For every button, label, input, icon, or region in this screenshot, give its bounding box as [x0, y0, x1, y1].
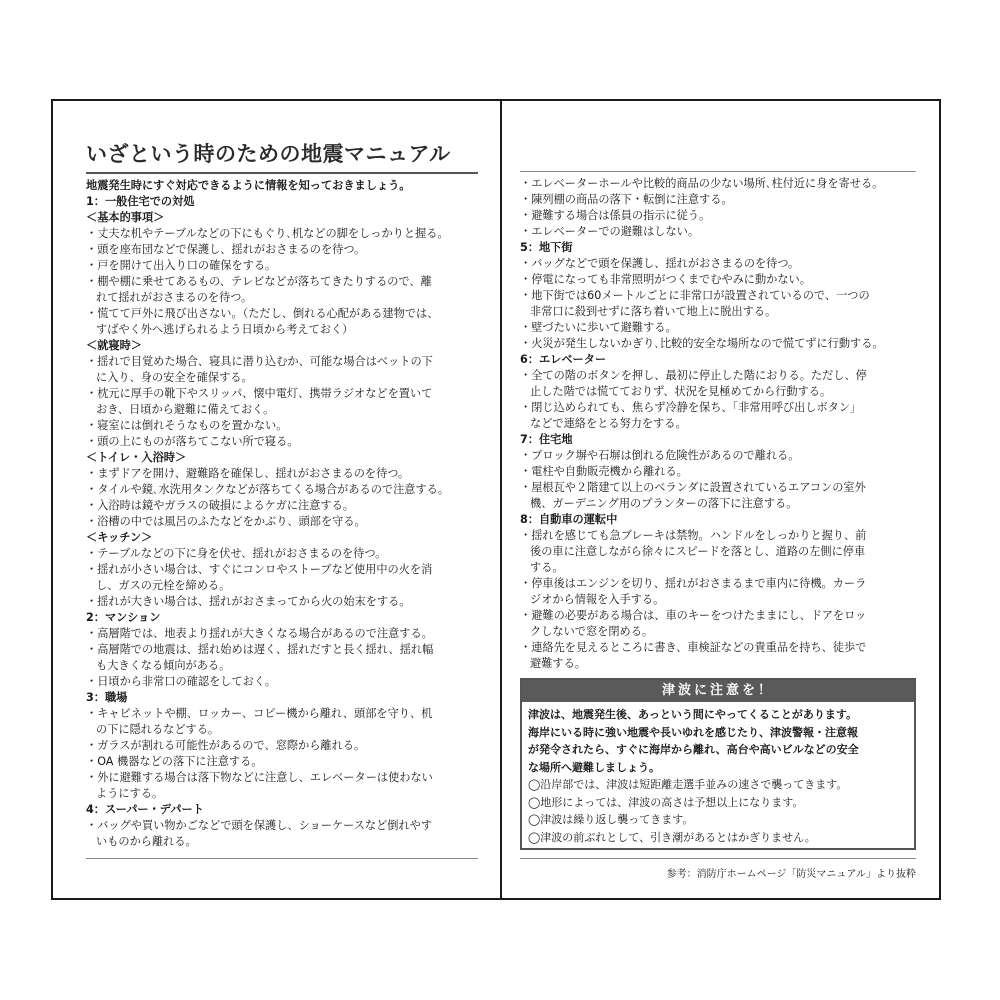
bullet-continuation: すばやく外へ逃げられるよう日頃から考えておく） — [96, 323, 354, 336]
bullet-item: ・頭の上にものが落ちてこない所で寝る。 — [86, 435, 299, 448]
bullet-item: ・ガラスが割れる可能性があるので、窓際から離れる。 — [86, 739, 366, 752]
right-page — [520, 176, 916, 880]
bullet-continuation: も大きくなる傾向がある。 — [96, 659, 231, 672]
page-divider — [500, 99, 502, 900]
tsunami-warning-body — [522, 702, 914, 848]
bullet-item: ・枕元に厚手の靴下やスリッパ、懐中電灯、携帯ラジオなどを置いて — [86, 387, 433, 400]
bullet-item: ・高層階では、地表より揺れが大きくなる場合があるので注意する。 — [86, 627, 433, 640]
bullet-continuation: し、ガスの元栓を締める。 — [96, 579, 231, 592]
bullet-item: ・日頃から非常口の確認をしておく。 — [86, 675, 276, 688]
bullet-item: ・浴槽の中では風呂のふたなどをかぶり、頭部を守る。 — [86, 515, 366, 528]
bullet-item: ・OA 機器などの落下に注意する。 — [86, 755, 263, 768]
bullet-item: ・外に避難する場合は落下物などに注意し、エレベーターは使わない — [86, 771, 433, 784]
bullet-continuation: ジオから情報を入手する。 — [530, 593, 665, 606]
left-text-block — [86, 178, 478, 850]
bullet-item: ・戸を開けて出入り口の確保をする。 — [86, 259, 277, 272]
bullet-continuation: 機、ガーデニング用のプランターの落下に注意する。 — [530, 497, 798, 510]
bullet-continuation: に入り、身の安全を確保する。 — [96, 371, 253, 384]
tsunami-warning-heading: 津波に注意を！ — [522, 680, 914, 702]
bullet-continuation: 非常口に殺到せずに落ち着いて地上に脱出する。 — [530, 305, 777, 318]
bullet-item: ・寝室には倒れそうなものを置かない。 — [86, 419, 288, 432]
subsection-heading: ＜キッチン＞ — [86, 531, 153, 544]
bullet-item: ・ブロック塀や石塀は倒れる危険性があるので離れる。 — [520, 449, 800, 462]
bullet-continuation: 止した階では慌てておりず、状況を見極めてから行動する。 — [530, 385, 832, 398]
bullet-item: ・キャビネットや棚、ロッカー、コピー機から離れ、頭部を守り、机 — [86, 707, 433, 720]
bullet-item: ・慌てて戸外に飛び出さない。（ただし、倒れる心配がある建物では、 — [86, 307, 439, 320]
bullet-item: ・エレベーターでの避難はしない。 — [520, 225, 700, 238]
reference-note: 参考：消防庁ホームページ「防災マニュアル」より抜粋 — [666, 869, 916, 880]
bullet-continuation: する。 — [530, 561, 564, 574]
bullet-continuation: 後の車に注意しながら徐々にスピードを落とし、道路の左側に停車 — [530, 545, 866, 558]
subsection-heading: ＜トイレ・入浴時＞ — [86, 451, 187, 464]
tsunami-warning-box — [520, 678, 916, 850]
right-text-block — [520, 176, 916, 672]
section-heading: 5：地下街 — [520, 241, 573, 254]
intro-text: 地震発生時にすぐ対応できるように情報を知っておきましょう。 — [86, 179, 411, 192]
bullet-item: ・屋根瓦や２階建て以上のベランダに設置されているエアコンの室外 — [520, 481, 866, 494]
section-heading: 8：自動車の運転中 — [520, 513, 618, 526]
bullet-item: ・停電になっても非常照明がつくまでむやみに動かない。 — [520, 273, 811, 286]
bullet-item: ・閉じ込められても、焦らず冷静を保ち、「非常用呼び出しボタン」 — [520, 401, 862, 414]
bullet-continuation: クしないで窓を閉める。 — [530, 625, 654, 638]
section-heading: 1：一般住宅での対処 — [86, 195, 195, 208]
bullet-continuation: れて揺れがおさまるのを待つ。 — [96, 291, 253, 304]
tsunami-text-line: が発令されたら、すぐに海岸から離れ、高台や高いビルなどの安全 — [528, 743, 859, 756]
bullet-item: ・全ての階のボタンを押し、最初に停止した階におりる。ただし、停 — [520, 369, 867, 382]
right-top-rule — [520, 171, 916, 172]
bullet-item: ・まずドアを開け、避難路を確保し、揺れがおさまるのを待つ。 — [86, 467, 410, 480]
bullet-continuation: などで連絡をとる努力をする。 — [530, 417, 687, 430]
bullet-item: ・火災が発生しないかぎり､比較的安全な場所なので慌てずに行動する。 — [520, 337, 884, 350]
bullet-item: ・タイルや鏡､水洗用タンクなどが落ちてくる場合があるので注意する。 — [86, 483, 450, 496]
tsunami-text-line: 津波は、地震発生後、あっという間にやってくることがあります。 — [528, 708, 858, 721]
bullet-item: ・避難の必要がある場合は、車のキーをつけたままにし、ドアをロッ — [520, 609, 867, 622]
bullet-item: ・頭を座布団などで保護し、揺れがおさまるのを待つ。 — [86, 243, 366, 256]
bullet-item: ・停車後はエンジンを切り、揺れがおさまるまで車内に待機。カーラ — [520, 577, 867, 590]
bullet-item: ・入浴時は鏡やガラスの破損によるケガに注意する。 — [86, 499, 354, 512]
bullet-continuation: ようにする。 — [96, 787, 164, 800]
tsunami-note: ◯沿岸部では、津波は短距離走選手並みの速さで襲ってきます。 — [528, 778, 848, 791]
bullet-item: ・バッグや買い物かごなどで頭を保護し、ショーケースなど倒れやす — [86, 819, 433, 832]
bullet-item: ・丈夫な机やテーブルなどの下にもぐり､机などの脚をしっかりと握る。 — [86, 227, 449, 240]
bullet-item: ・避難する場合は係員の指示に従う。 — [520, 209, 711, 222]
tsunami-note: ◯地形によっては、津波の高さは予想以上になります。 — [528, 795, 804, 809]
page-title: いざという時のための地震マニュアル — [86, 138, 478, 174]
bullet-continuation: の下に隠れるなどする。 — [96, 723, 220, 736]
bullet-item: ・エレベーターホールや比較的商品の少ない場所､柱付近に身を寄せる。 — [520, 177, 884, 190]
section-heading: 7：住宅地 — [520, 433, 573, 446]
subsection-heading: ＜基本的事項＞ — [86, 211, 165, 224]
bullet-item: ・棚や棚に乗せてあるもの、テレビなどが落ちてきたりするので、離 — [86, 275, 432, 288]
tsunami-note: ◯津波の前ぶれとして、引き潮があるとはかぎりません。 — [528, 830, 816, 844]
section-heading: 2：マンション — [86, 611, 161, 624]
bullet-item: ・電柱や自動販売機から離れる。 — [520, 465, 688, 478]
bullet-item: ・揺れが小さい場合は、すぐにコンロやストーブなど使用中の火を消 — [86, 563, 433, 576]
bullet-item: ・陳列棚の商品の落下・転倒に注意する。 — [520, 193, 733, 206]
bullet-item: ・揺れを感じても急ブレーキは禁物。ハンドルをしっかりと握り、前 — [520, 529, 867, 542]
tsunami-note: ◯津波は繰り返し襲ってきます。 — [528, 813, 694, 826]
bullet-item: ・地下街では60メートルごとに非常口が設置されているので、一つの — [520, 289, 870, 302]
tsunami-text-line: な場所へ避難しましょう。 — [528, 760, 660, 774]
section-heading: 3：職場 — [86, 691, 128, 704]
bullet-continuation: おき、日頃から避難に備えておく。 — [96, 403, 275, 416]
section-heading: 4：スーパー・デパート — [86, 803, 204, 816]
bullet-item: ・壁づたいに歩いて避難する。 — [520, 321, 677, 334]
bullet-continuation: 避難する。 — [530, 657, 586, 670]
tsunami-text-line: 海岸にいる時に強い地震や長いゆれを感じたり、津波警報・注意報 — [528, 725, 858, 739]
bullet-item: ・揺れが大きい場合は、揺れがおさまってから火の始末をする。 — [86, 595, 411, 608]
bullet-item: ・高層階での地震は、揺れ始めは遅く、揺れだすと長く揺れ、揺れ幅 — [86, 643, 434, 656]
bullet-item: ・揺れで目覚めた場合、寝具に潜り込むか、可能な場合はベットの下 — [86, 355, 433, 368]
bullet-item: ・連絡先を見えるところに書き、車検証などの貴重品を持ち、徒歩で — [520, 641, 867, 654]
subsection-heading: ＜就寝時＞ — [86, 339, 142, 352]
left-bottom-rule — [86, 858, 478, 859]
bullet-item: ・バッグなどで頭を保護し、揺れがおさまるのを待つ。 — [520, 257, 800, 270]
bullet-item: ・テーブルなどの下に身を伏せ、揺れがおさまるのを待つ。 — [86, 547, 387, 560]
right-bottom-rule — [520, 858, 916, 859]
left-page — [86, 138, 478, 859]
section-heading: 6：エレベーター — [520, 353, 607, 366]
bullet-continuation: いものから離れる。 — [96, 835, 197, 848]
